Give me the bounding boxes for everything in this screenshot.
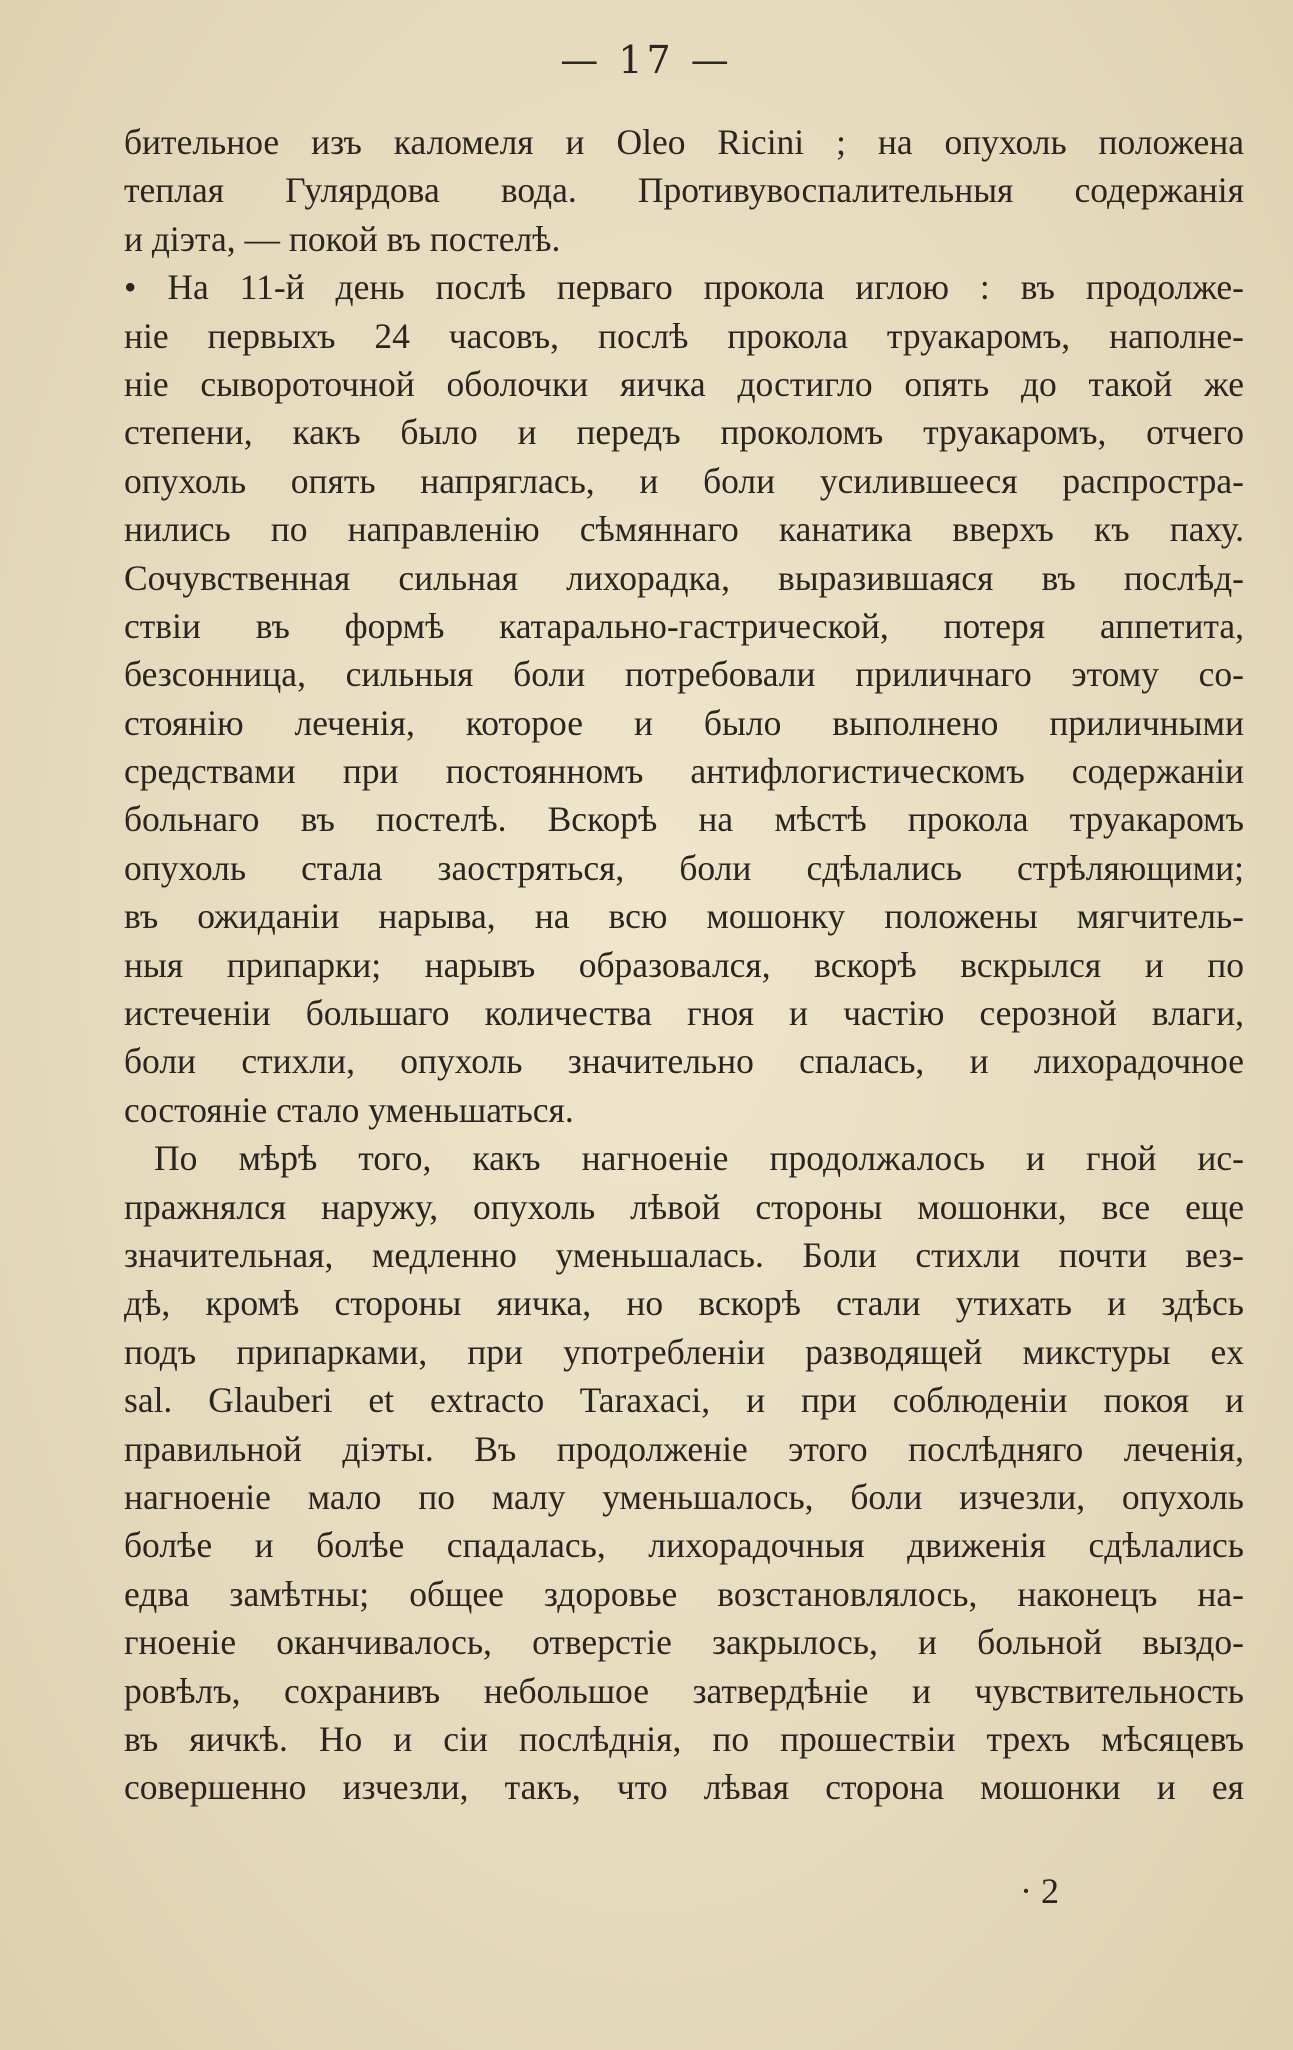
- text-line: состояніе стало уменьшаться.: [124, 1089, 574, 1130]
- text-line: болѣе и болѣе спадалась, лихорадочныя движенія сдѣлались: [124, 1525, 1244, 1566]
- text-line: степени, какъ было и передъ проколомъ труакаромъ, отчего: [124, 412, 1244, 453]
- text-line: опухоль стала заостряться, боли сдѣлались стрѣляющими;: [124, 847, 1244, 888]
- signature-mark: · 2: [1020, 1871, 1059, 1911]
- text-line: правильной діэты. Въ продолженіе этого послѣдняго леченія,: [124, 1428, 1244, 1469]
- text-line: теплая Гулярдова вода. Противувоспалительныя содержанія: [124, 170, 1244, 211]
- text-line: стоянію леченія, которое и было выполнено приличными: [124, 702, 1244, 743]
- text-line: дѣ, кромѣ стороны яичка, но вскорѣ стали утихать и здѣсь: [124, 1283, 1244, 1324]
- text-line: въ яичкѣ. Но и сіи послѣднія, по прошествіи трехъ мѣсяцевъ: [124, 1718, 1244, 1759]
- text-line: истеченіи большаго количества гноя и частію серозной влаги,: [124, 993, 1244, 1034]
- text-line: ныя припарки; нарывъ образовался, вскорѣ вскрылся и по: [124, 944, 1244, 985]
- text-line: ніе сывороточной оболочки яичка достигло опять до такой же: [124, 363, 1244, 404]
- text-line: больнаго въ постелѣ. Вскорѣ на мѣстѣ прокола труакаромъ: [124, 799, 1244, 840]
- text-line: средствами при постоянномъ антифлогистическомъ содержаніи: [124, 751, 1244, 792]
- text-line: sal. Glauberi et extracto Taraxaci, и при соблюденіи покоя и: [124, 1380, 1244, 1421]
- text-line: подъ припарками, при употребленіи разводящей микстуры ex: [124, 1331, 1244, 1372]
- text-line: значительная, медленно уменьшалась. Боли стихли почти вез-: [124, 1234, 1244, 1275]
- text-line: • На 11-й день послѣ перваго прокола иглою : въ продолже-: [124, 267, 1244, 308]
- text-line: ровѣлъ, сохранивъ небольшое затвердѣніе и чувствительность: [124, 1670, 1244, 1711]
- text-line: По мѣрѣ того, какъ нагноеніе продолжалось и гной ис-: [154, 1138, 1244, 1179]
- text-line: и діэта, — покой въ постелѣ.: [124, 218, 561, 259]
- text-line: ствіи въ формѣ катарально-гастрической, потеря аппетита,: [124, 605, 1244, 646]
- text-line: въ ожиданіи нарыва, на всю мошонку положены мягчитель-: [124, 896, 1244, 937]
- text-line: нились по направленію сѣмяннаго канатика вверхъ къ паху.: [124, 509, 1244, 550]
- text-line: гноеніе оканчивалось, отверстіе закрылось, и больной выздо-: [124, 1622, 1244, 1663]
- text-line: боли стихли, опухоль значительно спалась, и лихорадочное: [124, 1041, 1244, 1082]
- text-line: ніе первыхъ 24 часовъ, послѣ прокола труакаромъ, наполне-: [124, 315, 1244, 356]
- text-line: Сочувственная сильная лихорадка, выразившаяся въ послѣд-: [124, 557, 1244, 598]
- page-number: — 17 —: [560, 38, 733, 82]
- text-line: опухоль опять напряглась, и боли усилившееся распростра-: [124, 460, 1244, 501]
- text-line: безсонница, сильныя боли потребовали приличнаго этому со-: [124, 654, 1244, 695]
- text-line: бительное изъ каломеля и Oleo Ricini ; на опухоль положена: [124, 122, 1244, 162]
- text-line: пражнялся наружу, опухоль лѣвой стороны мошонки, все еще: [124, 1186, 1244, 1227]
- text-line: едва замѣтны; общее здоровье возстановлялось, наконецъ на-: [124, 1573, 1244, 1614]
- text-line: совершенно изчезли, такъ, что лѣвая сторона мошонки и ея: [124, 1767, 1244, 1808]
- body-text: [124, 118, 1244, 1812]
- text-line: нагноеніе мало по малу уменьшалось, боли изчезли, опухоль: [124, 1476, 1244, 1517]
